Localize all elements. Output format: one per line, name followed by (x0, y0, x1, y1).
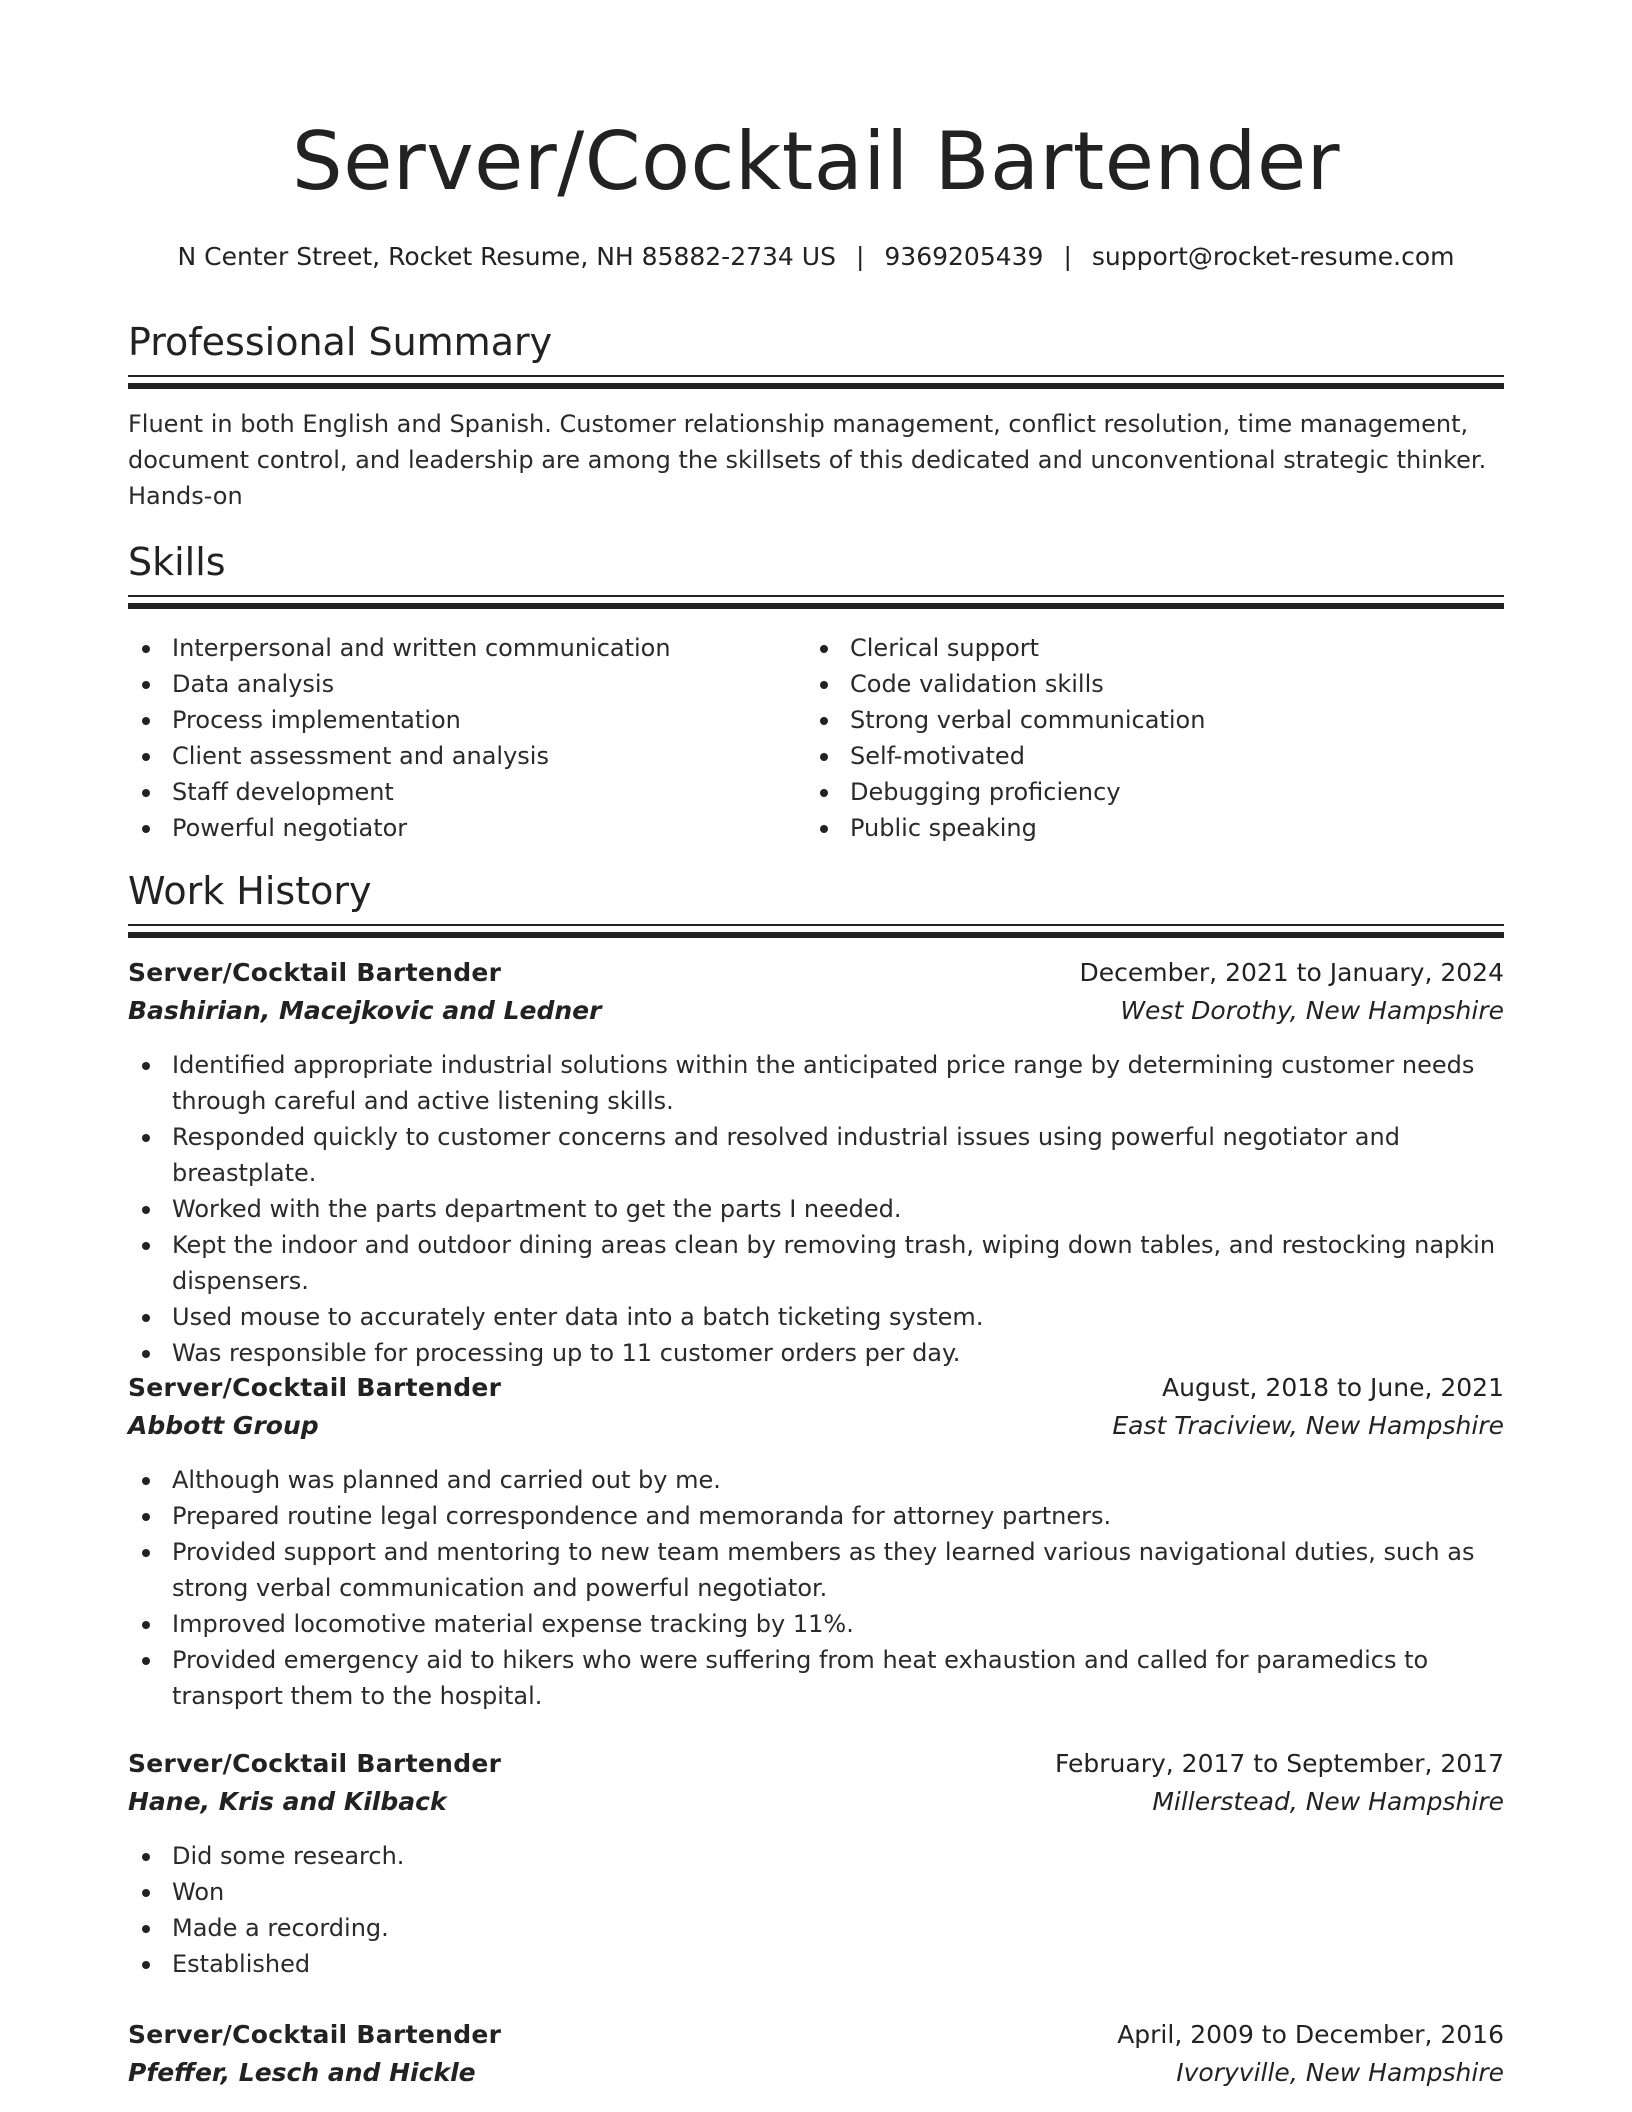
job-company: Pfeffer, Lesch and Hickle (128, 2058, 476, 2087)
job-company: Bashirian, Macejkovic and Ledner (128, 996, 602, 1025)
job-entry (128, 955, 1504, 1371)
job-dates: August, 2018 to June, 2021 (1162, 1373, 1504, 1402)
section-rule-thick (128, 383, 1504, 389)
skill-item: Debugging proficiency (806, 774, 1466, 810)
job-bullet: Made a recording. (128, 1910, 1504, 1946)
job-dates: December, 2021 to January, 2024 (1079, 958, 1504, 987)
job-title: Server/Cocktail Bartender (128, 1749, 502, 1778)
job-header-row (128, 1370, 1504, 1408)
job-bullet: Won (128, 1874, 1504, 1910)
job-bullet: Identified appropriate industrial solutions within the anticipated price range by determining customer needs through careful and active listening skills. (128, 1047, 1504, 1119)
job-header-row (128, 1746, 1504, 1784)
skill-item: Strong verbal communication (806, 702, 1466, 738)
job-entry (128, 2017, 1504, 2093)
job-dates: April, 2009 to December, 2016 (1117, 2020, 1504, 2049)
job-bullet: Did some research. (128, 1838, 1504, 1874)
job-bullet: Although was planned and carried out by me. (128, 1462, 1504, 1498)
job-location: Ivoryville, New Hampshire (1176, 2058, 1504, 2087)
contact-line (128, 240, 1504, 274)
job-entry (128, 1370, 1504, 1714)
job-company-row (128, 2055, 1504, 2093)
job-title: Server/Cocktail Bartender (128, 1373, 502, 1402)
skill-item: Interpersonal and written communication (128, 630, 788, 666)
job-location: East Traciview, New Hampshire (1112, 1411, 1504, 1440)
job-company-row (128, 1408, 1504, 1446)
skill-item: Code validation skills (806, 666, 1466, 702)
job-location: West Dorothy, New Hampshire (1120, 996, 1504, 1025)
contact-email: support@rocket-resume.com (1091, 242, 1455, 271)
job-company: Abbott Group (128, 1411, 319, 1440)
section-rule-thick (128, 603, 1504, 609)
skill-item: Self-motivated (806, 738, 1466, 774)
summary-text: Fluent in both English and Spanish. Customer relationship management, conflict resolution, time management, document control, and leadership are among the skillsets of this dedicated and unconventional strategic thinker. Hands-on (128, 410, 1487, 510)
job-title: Server/Cocktail Bartender (128, 2020, 502, 2049)
work-section-header (128, 866, 1504, 916)
job-bullet: Used mouse to accurately enter data into a batch ticketing system. (128, 1299, 1504, 1335)
skill-item: Public speaking (806, 810, 1466, 846)
job-bullets (128, 1838, 1504, 1982)
job-bullet: Responded quickly to customer concerns and resolved industrial issues using powerful negotiator and breastplate. (128, 1119, 1504, 1191)
section-rule-thin (128, 924, 1504, 926)
contact-separator: | (855, 242, 865, 271)
skills-heading: Skills (128, 540, 226, 584)
job-entry (128, 1746, 1504, 1982)
section-rule-thin (128, 595, 1504, 597)
job-bullet: Provided support and mentoring to new team members as they learned various navigational duties, such as strong verbal communication and powerful negotiator. (128, 1534, 1504, 1606)
job-bullets (128, 1462, 1504, 1714)
summary-section-header (128, 317, 1504, 367)
skill-item: Clerical support (806, 630, 1466, 666)
job-header-row (128, 2017, 1504, 2055)
summary-heading: Professional Summary (128, 320, 553, 364)
skill-item: Process implementation (128, 702, 788, 738)
contact-phone: 9369205439 (884, 242, 1044, 271)
contact-address: N Center Street, Rocket Resume, NH 85882-2734 US (177, 242, 836, 271)
skill-item: Client assessment and analysis (128, 738, 788, 774)
job-company: Hane, Kris and Kilback (128, 1787, 447, 1816)
job-location: Millerstead, New Hampshire (1152, 1787, 1504, 1816)
job-company-row (128, 993, 1504, 1031)
skill-item: Powerful negotiator (128, 810, 788, 846)
section-rule-thin (128, 375, 1504, 377)
job-company-row (128, 1784, 1504, 1822)
contact-separator: | (1063, 242, 1072, 271)
work-heading: Work History (128, 869, 372, 913)
job-bullet: Improved locomotive material expense tracking by 11%. (128, 1606, 1504, 1642)
skill-item: Data analysis (128, 666, 788, 702)
section-rule-thick (128, 932, 1504, 938)
job-header-row (128, 955, 1504, 993)
job-bullets (128, 1047, 1504, 1371)
skills-column-left (128, 630, 788, 846)
skills-column-right (806, 630, 1466, 846)
resume-title: Server/Cocktail Bartender (291, 115, 1341, 208)
job-bullet: Established (128, 1946, 1504, 1982)
job-bullet: Provided emergency aid to hikers who were suffering from heat exhaustion and called for paramedics to transport them to the hospital. (128, 1642, 1504, 1714)
skills-section-header (128, 537, 1504, 587)
job-bullet: Kept the indoor and outdoor dining areas clean by removing trash, wiping down tables, and restocking napkin dispensers. (128, 1227, 1504, 1299)
skill-item: Staff development (128, 774, 788, 810)
job-dates: February, 2017 to September, 2017 (1055, 1749, 1504, 1778)
job-title: Server/Cocktail Bartender (128, 958, 502, 987)
job-bullet: Was responsible for processing up to 11 customer orders per day. (128, 1335, 1504, 1371)
job-bullet: Worked with the parts department to get the parts I needed. (128, 1191, 1504, 1227)
job-bullet: Prepared routine legal correspondence and memoranda for attorney partners. (128, 1498, 1504, 1534)
